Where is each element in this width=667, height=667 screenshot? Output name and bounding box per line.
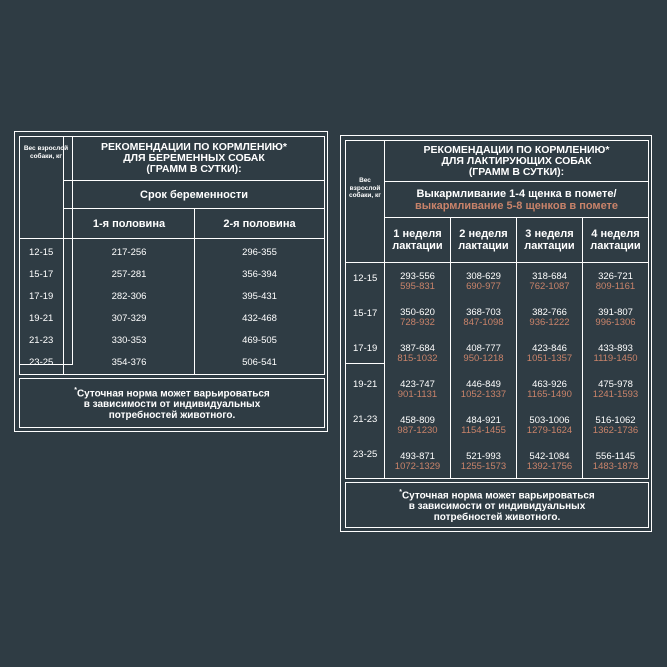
footnote-line-2: в зависимости от индивидуальных (408, 501, 586, 513)
footnote-text-1: Суточная норма может варьироваться (76, 388, 270, 400)
title-line-3: (ГРАММ В СУТКИ): (468, 165, 565, 178)
weight-range: 23-25 (353, 448, 378, 460)
lactation-label: лактации (458, 240, 509, 252)
value-pair (395, 308, 440, 328)
value-pair (461, 416, 506, 436)
small-litter-value: 408-777 (466, 343, 501, 354)
value-pair (593, 416, 638, 436)
value-pair (527, 380, 572, 400)
large-litter-value: 1052-1337 (460, 389, 507, 400)
small-litter-value: 556-1145 (595, 451, 636, 462)
value-pair (461, 344, 506, 364)
large-litter-value: 809-1161 (595, 281, 636, 292)
footnote-mark: * (74, 386, 77, 394)
small-litter-value: 350-620 (400, 307, 435, 318)
value-pair (593, 308, 638, 328)
footnote-line-2: в зависимости от индивидуальных (83, 399, 261, 411)
large-litter-value: 1072-1329 (394, 461, 441, 472)
large-litter-value: 762-1087 (529, 281, 570, 292)
large-litter-value: 1255-1573 (460, 461, 507, 472)
small-litter-value: 493-871 (400, 451, 435, 462)
first-half-label: 1-я половина (92, 217, 166, 230)
value-pair (527, 308, 572, 328)
small-litter-value: 318-684 (532, 271, 567, 282)
weight-range: 12-15 (29, 247, 54, 258)
lactation-label: лактации (524, 240, 575, 252)
value-pair (461, 380, 506, 400)
week-label: 2 неделя (459, 228, 508, 240)
weight-range: 15-17 (353, 308, 378, 320)
weight-range: 21-23 (353, 413, 378, 425)
value-pair (527, 452, 572, 472)
second-half-value: 296-355 (242, 247, 277, 258)
large-litter-value: 847-1098 (463, 317, 504, 328)
large-litter-value: 595-831 (400, 281, 435, 292)
large-litter-value: 901-1131 (397, 389, 438, 400)
week-3-column (516, 262, 583, 479)
small-litter-value: 326-721 (598, 271, 633, 282)
weight-range: 23-25 (29, 357, 54, 368)
value-pair (395, 380, 440, 400)
small-litter-value: 391-807 (598, 307, 633, 318)
week-values (527, 272, 572, 472)
week-1-header (384, 217, 451, 263)
second-half-header (194, 208, 325, 239)
weight-range: 17-19 (29, 291, 54, 302)
second-half-value: 356-394 (242, 269, 277, 280)
footnote-line-3: потребностей животного. (433, 512, 561, 524)
small-litter-value: 503-1006 (529, 415, 570, 426)
title-line-1: РЕКОМЕНДАЦИИ ПО КОРМЛЕНИЮ* (423, 143, 610, 156)
second-half-value: 469-505 (242, 335, 277, 346)
large-litter-value: 1241-1593 (592, 389, 639, 400)
large-litter-value: 815-1032 (397, 353, 438, 364)
small-litter-value: 382-766 (532, 307, 567, 318)
small-litter-value: 521-993 (466, 451, 501, 462)
value-pair (527, 272, 572, 292)
weight-column (19, 238, 64, 375)
litter-line-1: Выкармливание 1-4 щенка в помете/ (416, 187, 617, 200)
weight-range: 15-17 (29, 269, 54, 280)
first-half-column (63, 238, 195, 375)
small-litter-value: 458-809 (400, 415, 435, 426)
weight-range: 21-23 (29, 335, 54, 346)
pregnancy-period-label: Срок беременности (140, 188, 248, 201)
first-half-value: 330-353 (111, 335, 147, 346)
large-litter-value: 1483-1878 (592, 461, 639, 472)
first-half-value: 354-376 (111, 357, 147, 368)
large-litter-value: 987-1230 (397, 425, 438, 436)
week-label: 1 неделя (393, 228, 442, 240)
small-litter-value: 463-926 (532, 379, 567, 390)
large-litter-value: 950-1218 (463, 353, 504, 364)
litter-line-2: выкармливание 5-8 щенков в помете (414, 199, 619, 212)
pregnant-feeding-card (14, 131, 328, 432)
value-pair (395, 416, 440, 436)
value-pair (527, 344, 572, 364)
litter-size-header (384, 181, 649, 218)
value-pair (593, 344, 638, 364)
footnote-line-3: потребностей животного. (108, 410, 236, 422)
title-line-2: ДЛЯ БЕРЕМЕННЫХ СОБАК (123, 152, 265, 164)
large-litter-value: 1165-1490 (527, 389, 572, 400)
value-pair (461, 272, 506, 292)
pregnancy-period-header (63, 180, 325, 209)
lactation-label: лактации (590, 240, 641, 252)
first-half-value: 307-329 (111, 313, 147, 324)
small-litter-value: 423-747 (400, 379, 435, 390)
small-litter-value: 516-1062 (595, 415, 636, 426)
week-label: 3 неделя (525, 228, 574, 240)
small-litter-value: 433-893 (598, 343, 633, 354)
large-litter-value: 1119-1450 (593, 353, 638, 364)
value-pair (395, 344, 440, 364)
large-litter-value: 1392-1756 (526, 461, 573, 472)
first-half-value: 282-306 (111, 291, 147, 302)
week-2-header (450, 217, 517, 263)
title-line-1: РЕКОМЕНДАЦИИ ПО КОРМЛЕНИЮ* (101, 141, 287, 153)
large-litter-value: 1051-1357 (526, 353, 573, 364)
weight-label: Вес взрослой собаки, кг (23, 145, 69, 160)
large-litter-value: 690-977 (466, 281, 501, 292)
lactation-label: лактации (392, 240, 443, 252)
small-litter-value: 293-556 (400, 271, 435, 282)
small-litter-value: 446-849 (466, 379, 501, 390)
weight-range: 17-19 (353, 343, 378, 355)
large-litter-value: 996-1306 (595, 317, 636, 328)
weight-range: 19-21 (29, 313, 54, 324)
weight-range: 12-15 (353, 273, 378, 284)
week-4-column (582, 262, 649, 479)
value-pair (395, 452, 440, 472)
large-litter-value: 728-932 (400, 317, 435, 328)
first-half-header (63, 208, 195, 239)
value-pair (461, 308, 506, 328)
value-pair (461, 452, 506, 472)
lactating-title (384, 140, 649, 182)
large-litter-value: 1279-1624 (526, 425, 573, 436)
second-half-value: 506-541 (242, 357, 277, 368)
small-litter-value: 484-921 (466, 415, 501, 426)
second-half-label: 2-я половина (223, 217, 296, 230)
weight-column (345, 262, 385, 479)
small-litter-value: 475-978 (598, 379, 633, 390)
title-line-3: (ГРАММ В СУТКИ): (146, 163, 242, 175)
large-litter-value: 936-1222 (529, 317, 570, 328)
large-litter-value: 1362-1736 (592, 425, 639, 436)
small-litter-value: 308-629 (466, 271, 501, 282)
week-3-header (516, 217, 583, 263)
week-label: 4 неделя (591, 228, 640, 240)
footnote-text-1: Суточная норма может варьироваться (401, 490, 595, 502)
second-half-column (194, 238, 325, 375)
value-pair (527, 416, 572, 436)
footnote-line-1 (399, 487, 595, 501)
week-values (395, 272, 440, 472)
week-values (461, 272, 506, 472)
value-pair (593, 452, 638, 472)
footnote-mark: * (399, 488, 402, 496)
footnote-line-1 (74, 385, 270, 399)
week-values (593, 272, 638, 472)
first-half-value: 257-281 (111, 269, 147, 280)
large-litter-value: 1154-1455 (461, 425, 506, 436)
second-half-value: 395-431 (242, 291, 277, 302)
small-litter-value: 423-846 (532, 343, 567, 354)
footnote (19, 378, 325, 428)
small-litter-value: 368-703 (466, 307, 501, 318)
first-half-value: 217-256 (111, 247, 147, 258)
weight-label: Вес взрослой собаки, кг (348, 177, 382, 199)
value-pair (593, 380, 638, 400)
lactating-feeding-card (340, 135, 652, 532)
week-1-column (384, 262, 451, 479)
title-line-2: ДЛЯ ЛАКТИРУЮЩИХ СОБАК (441, 154, 592, 167)
second-half-value: 432-468 (242, 313, 277, 324)
week-4-header (582, 217, 649, 263)
footnote (345, 482, 649, 528)
weight-range: 19-21 (353, 378, 378, 390)
pregnant-title (63, 136, 325, 181)
week-2-column (450, 262, 517, 479)
value-pair (395, 272, 440, 292)
value-pair (593, 272, 638, 292)
small-litter-value: 542-1084 (529, 451, 570, 462)
small-litter-value: 387-684 (400, 343, 435, 354)
